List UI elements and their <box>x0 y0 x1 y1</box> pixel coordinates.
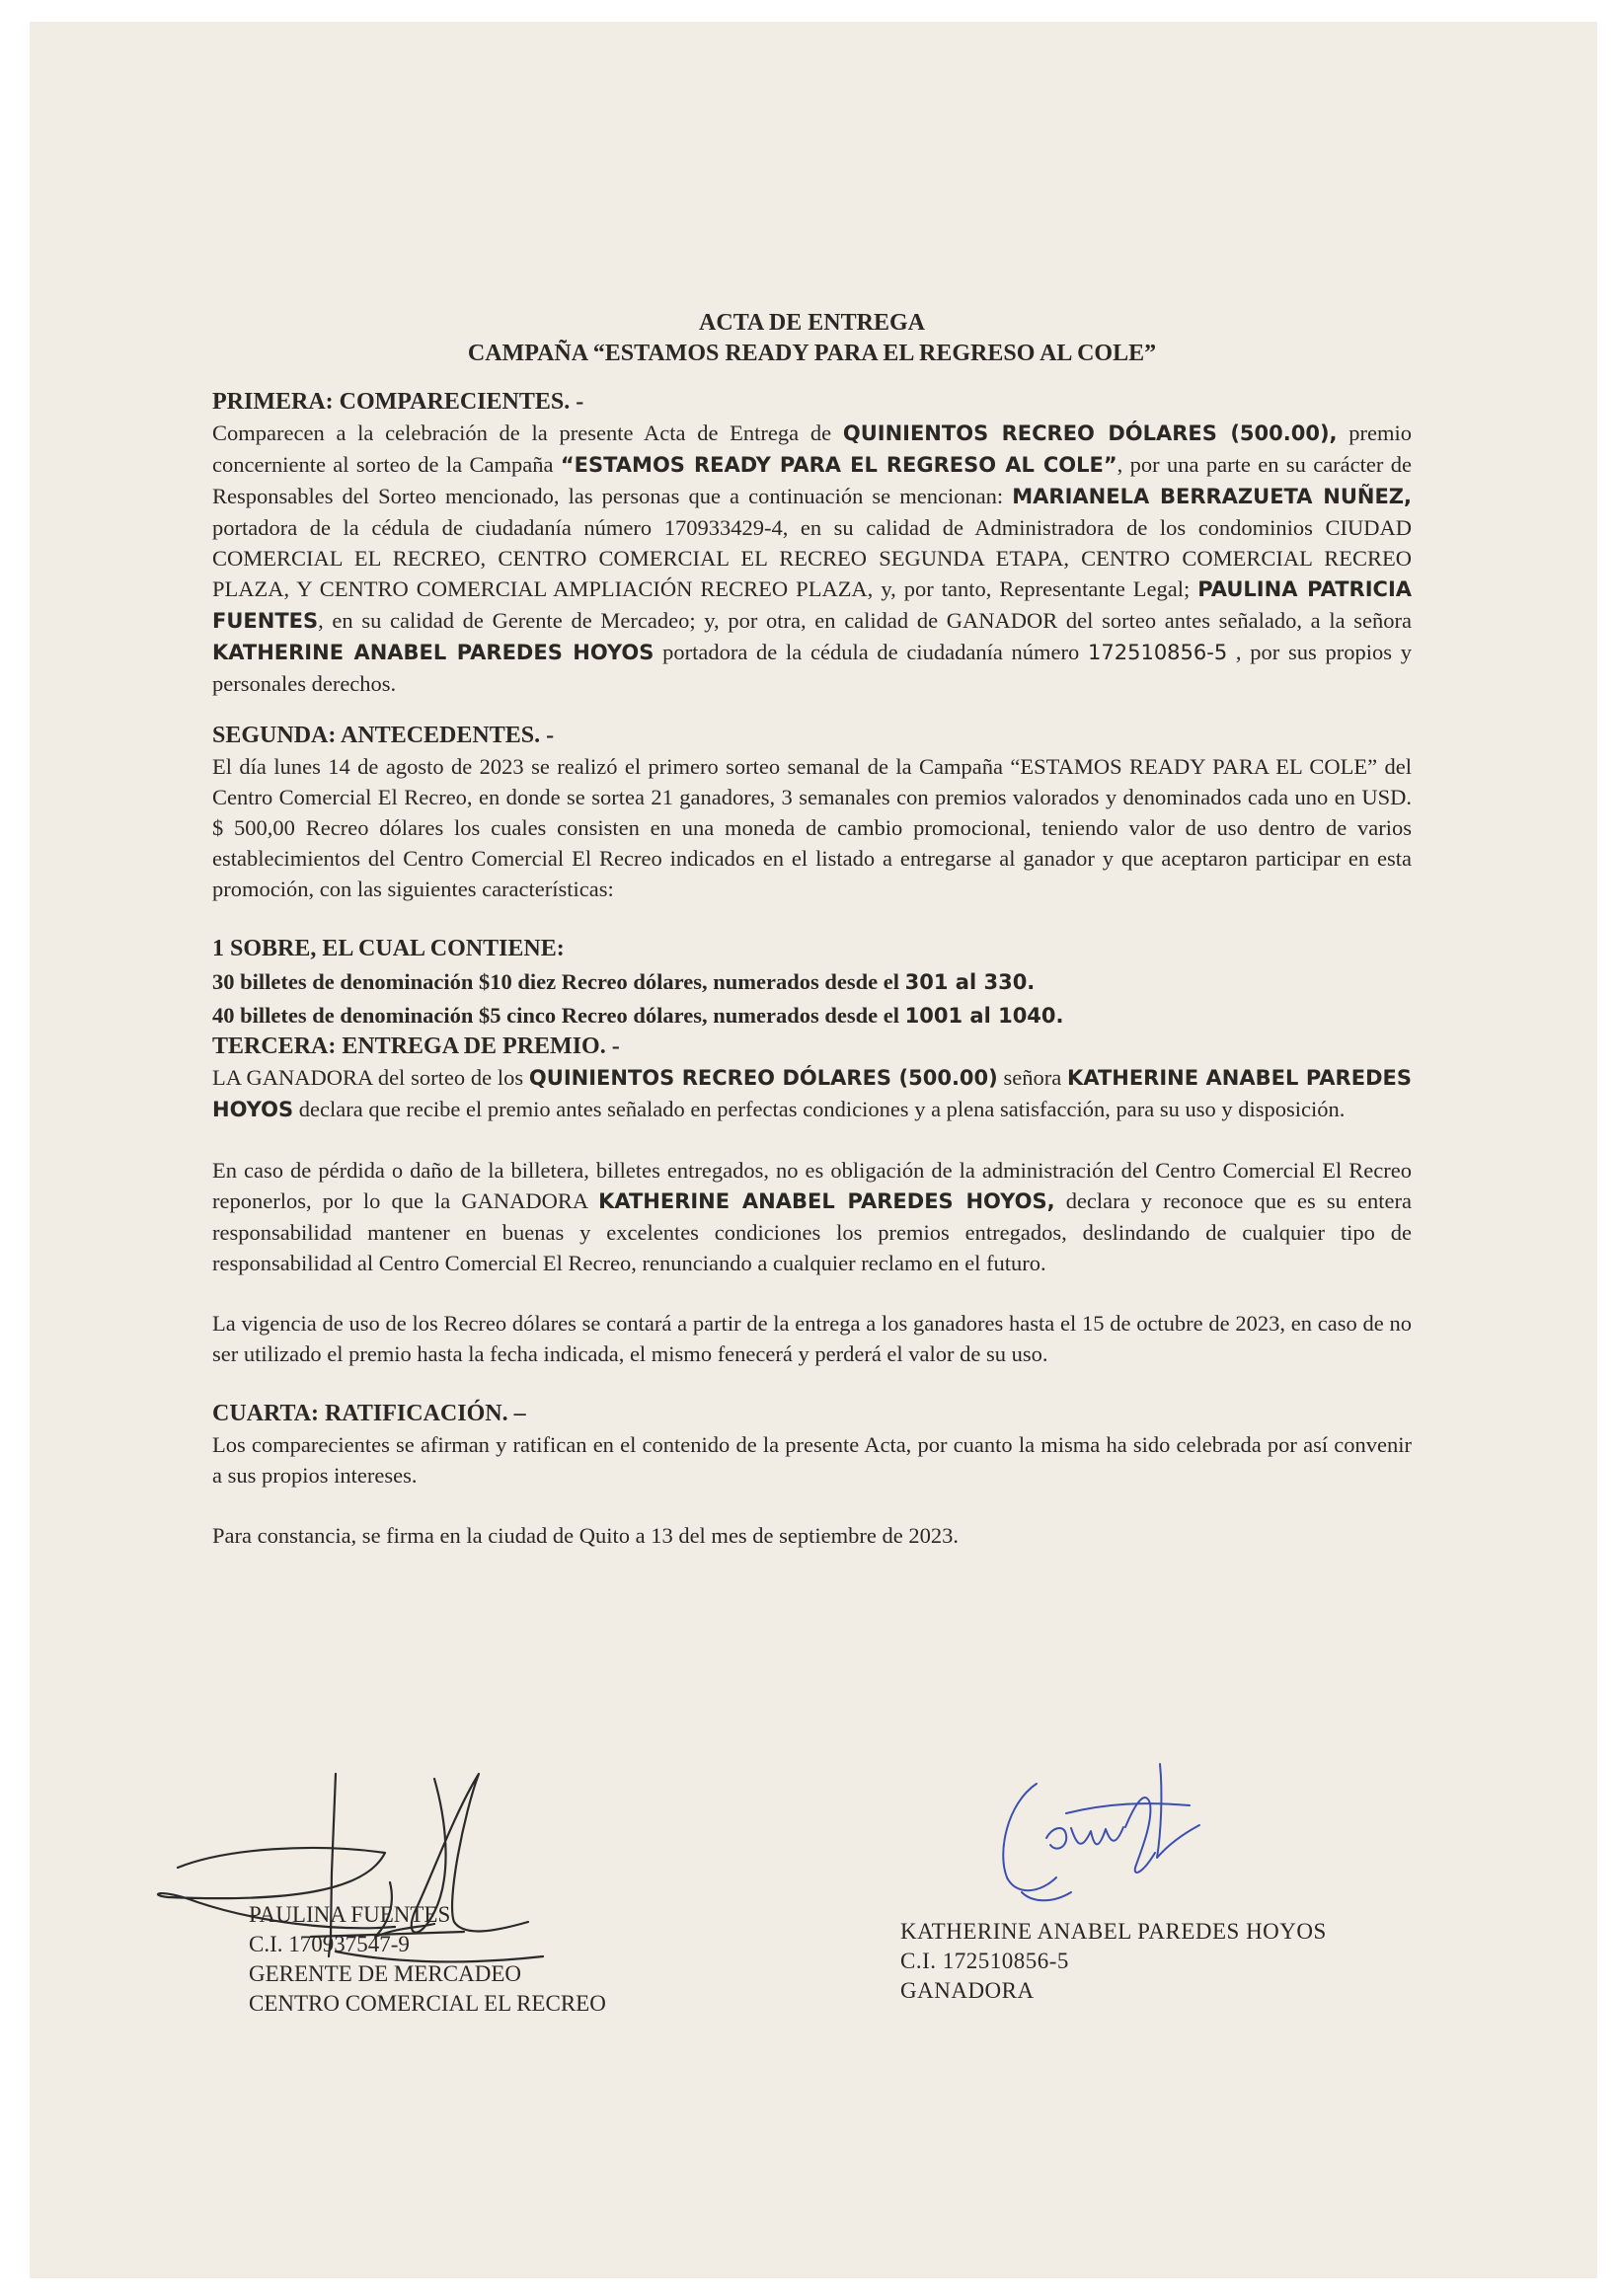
signatory-left-name: PAULINA FUENTES <box>249 1902 451 1927</box>
list-item: 30 billetes de denominación $10 diez Recreo dólares, numerados desde el 301 al 330. <box>212 969 1036 994</box>
signatory-right-name: KATHERINE ANABEL PAREDES HOYOS <box>900 1919 1327 1944</box>
signatory-right-id: C.I. 172510856-5 <box>900 1949 1069 1973</box>
paragraph-primera: Comparecen a la celebración de la presente Acta de Entrega de QUINIENTOS RECREO DÓLARES (500.00), premio concerniente al sorteo de la Campaña “ESTAMOS READY PARA EL REGRESO AL COLE”, por una parte en su carácter de Responsables del Sorteo mencionado, las personas que a continuación se mencionan: MARIANELA BERRAZUETA NUÑEZ, portadora de la cédula de ciudadanía número 170933429-4, en su calidad de Administradora de los condominios CIUDAD COMERCIAL EL RECREO, CENTRO COMERCIAL EL RECREO SEGUNDA ETAPA, CENTRO COMERCIAL RECREO PLAZA, Y CENTRO COMERCIAL AMPLIACIÓN RECREO PLAZA, y, por tanto, Representante Legal; PAULINA PATRICIA FUENTES, en su calidad de Gerente de Mercadeo; y, por otra, en calidad de GANADOR del sorteo antes señalado, a la señora KATHERINE ANABEL PAREDES HOYOS portadora de la cédula de ciudadanía número 172510856-5 , por sus propios y personales derechos. <box>212 421 1413 696</box>
sobre-heading: 1 SOBRE, EL CUAL CONTIENE: <box>212 936 565 961</box>
paragraph-tercera-2: En caso de pérdida o daño de la billetera, billetes entregados, no es obligación de la administración del Centro Comercial El Recreo reponerlos, por lo que la GANADORA KATHERINE ANABEL PAREDES HOYOS, declara y reconoce que es su entera responsabilidad mantener en buenas y excelentes condiciones los premios entregados, deslindando de cualquier tipo de responsabilidad al Centro Comercial El Recreo, renunciando a cualquier reclamo en el futuro. <box>212 1158 1413 1275</box>
section-heading-tercera: TERCERA: ENTREGA DE PREMIO. - <box>212 1033 620 1059</box>
document-subtitle: CAMPAÑA “ESTAMOS READY PARA EL REGRESO AL COLE” <box>467 341 1157 366</box>
signatory-right-block <box>900 1917 1327 2006</box>
signature-right <box>977 1744 1234 1912</box>
closing-statement: Para constancia, se firma en la ciudad de Quito a 13 del mes de septiembre de 2023. <box>212 1523 959 1548</box>
document-body <box>212 308 1412 1551</box>
section-heading-segunda: SEGUNDA: ANTECEDENTES. - <box>212 723 555 748</box>
signatory-left-id: C.I. 170937547-9 <box>249 1932 410 1956</box>
list-item: 40 billetes de denominación $5 cinco Recreo dólares, numerados desde el 1001 al 1040. <box>212 1003 1064 1028</box>
signatory-right-role: GANADORA <box>900 1978 1035 2003</box>
document-title: ACTA DE ENTREGA <box>699 310 925 336</box>
section-heading-cuarta: CUARTA: RATIFICACIÓN. – <box>212 1401 526 1426</box>
signatory-left-block <box>249 1900 606 2019</box>
paragraph-cuarta: Los comparecientes se afirman y ratifican en el contenido de la presente Acta, por cuanto la misma ha sido celebrada por así convenir a sus propios intereses. <box>212 1432 1412 1488</box>
document-page <box>30 22 1597 2278</box>
paragraph-tercera-3: La vigencia de uso de los Recreo dólares se contará a partir de la entrega a los ganadores hasta el 15 de octubre de 2023, en caso de no ser utilizado el premio hasta la fecha indicada, el mismo fenecerá y perderá el valor de su uso. <box>212 1311 1412 1366</box>
section-heading-primera: PRIMERA: COMPARECIENTES. - <box>212 389 584 415</box>
signatory-left-role: GERENTE DE MERCADEO <box>249 1961 521 1986</box>
signatory-left-org: CENTRO COMERCIAL EL RECREO <box>249 1991 606 2016</box>
paragraph-tercera-1: LA GANADORA del sorteo de los QUINIENTOS RECREO DÓLARES (500.00) señora KATHERINE ANABEL PAREDES HOYOS declara que recibe el premio antes señalado en perfectas condiciones y a plena satisfacción, para su uso y disposición. <box>212 1065 1412 1121</box>
paragraph-segunda: El día lunes 14 de agosto de 2023 se realizó el primero sorteo semanal de la Campaña “ESTAMOS READY PARA EL COLE” del Centro Comercial El Recreo, en donde se sortea 21 ganadores, 3 semanales con premios valorados y denominados cada uno en USD. $ 500,00 Recreo dólares los cuales consisten en una moneda de cambio promocional, teniendo valor de uso dentro de varios establecimientos del Centro Comercial El Recreo indicados en el listado a entregarse al ganador y que aceptaron participar en esta promoción, con las siguientes características: <box>212 754 1412 901</box>
